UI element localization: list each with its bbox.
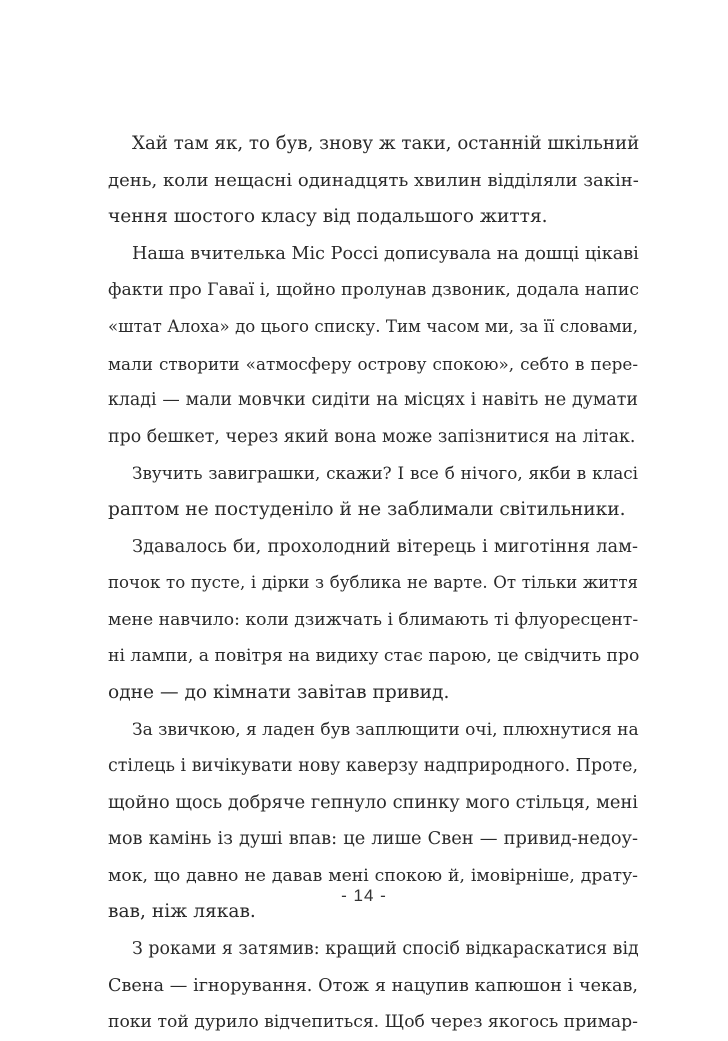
text-line: щойно щось добряче гепнуло спинку мого стільця, мені [108,791,638,813]
text-line: стілець і вичікувати нову каверзу надприродного. Проте, [108,756,638,777]
text-line: Хай там як, то був, знову ж таки, останній шкільний [132,133,640,154]
text-line: вав, ніж лякав. [108,901,256,923]
text-line: мали створити «атмосферу острову спокою», себто в пере- [108,353,638,374]
text-line: Наша вчителька Міс Россі дописувала на дошці цікаві [132,243,639,264]
text-line: про бешкет, через який вона може запізнитися на літак. [108,426,636,447]
text-line: «штат Алоха» до цього списку. Тим часом ми, за її словами, [108,316,638,336]
text-line: З роками я затямив: кращий спосіб відкараскатися від [132,939,639,960]
text-line: ні лампи, а повітря на видиху стає парою, це свідчить про [108,646,640,667]
text-line: кладі — мали мовчки сидіти на місцях і навіть не думати [108,390,638,411]
text-line: Звучить завиграшки, скажи? І все б нічого, якби в класі [132,463,638,484]
page-number: - 14 - [341,886,387,905]
text-line: одне — до кімнати завітав привид. [108,681,450,703]
text-line: мок, що давно не давав мені спокою й, імовірніше, драту- [108,865,638,886]
text-line: факти про Гаваї і, щойно пролунав дзвоник, додала напис [108,280,639,301]
text-line: мов камінь із душі впав: це лише Свен — привид-недоу- [108,828,638,850]
text-line: поки той дурило відчепиться. Щоб через якогось примар- [108,1012,638,1033]
text-line: день, коли нещасні одинадцять хвилин відділяли закін- [108,169,639,191]
text-line: Здавалось би, прохолодний вітерець і миготіння лам- [132,535,638,557]
text-line: чення шостого класу від подальшого життя. [108,206,548,228]
text-line: За звичкою, я ладен був заплющити очі, плюхнутися на [132,719,639,740]
text-line: почок то пусте, і дірки з бублика не варте. От тільки життя [108,573,638,593]
text-line: раптом не постуденіло й не заблимали світильники. [108,498,626,520]
text-line: мене навчило: коли дзижчать і блимають ті флуоресцент- [108,609,639,630]
text-line: Свена — ігнорування. Отож я нацупив капюшон і чекав, [108,975,638,996]
